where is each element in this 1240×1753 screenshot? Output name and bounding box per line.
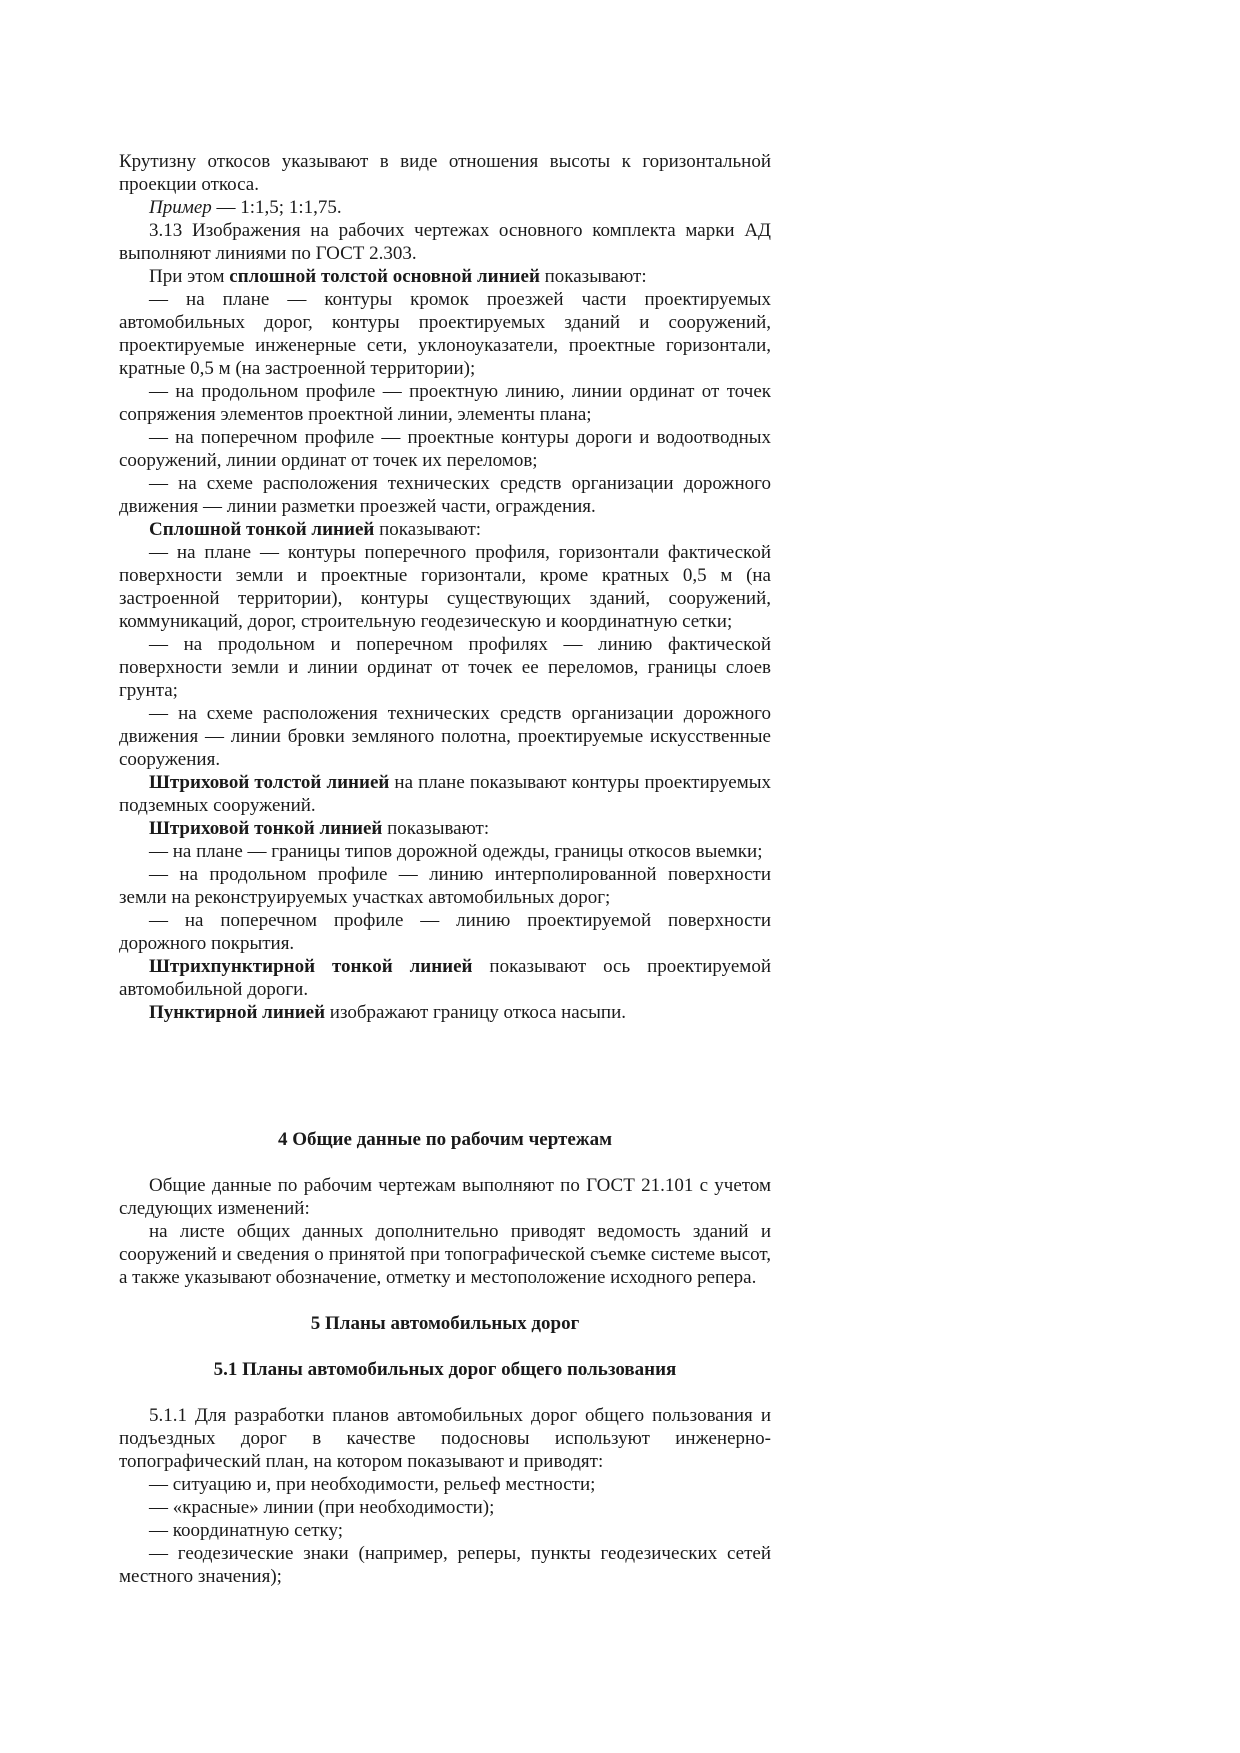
paragraph-3-13: 3.13 Изображения на рабочих чертежах основного комплекта марки АД выполняют линиями по ГОСТ 2.303. [119, 220, 771, 264]
term-bold: Пунктирной линией [149, 1002, 326, 1023]
list-item: — на продольном профиле — линию интерполированной поверхности земли на реконструируемых участках автомобильных дорог; [119, 864, 771, 908]
example-label: Пример [149, 197, 212, 218]
list-item: — координатную сетку; [149, 1520, 344, 1541]
term-bold: Сплошной тонкой линией [149, 519, 375, 540]
list-item: — на поперечном профиле — линию проектируемой поверхности дорожного покрытия. [119, 910, 771, 954]
list-item: — ситуацию и, при необходимости, рельеф местности; [149, 1474, 596, 1495]
paragraph: Штрихпунктирной тонкой линией показывают ось проектируемой автомобильной дороги. [119, 956, 771, 1000]
paragraph: на листе общих данных дополнительно приводят ведомость зданий и сооружений и сведения о принятой при топографической съемке системе высот, а также указывают обозначение, отметку и местоположение исходного репера. [119, 1221, 771, 1288]
list-item: — «красные» линии (при необходимости); [149, 1497, 495, 1518]
paragraph-5-1-1: 5.1.1 Для разработки планов автомобильных дорог общего пользования и подъездных дорог в качестве подосновы используют инженерно-топографический план, на котором показывают и приводят: [119, 1405, 771, 1472]
paragraph: Сплошной тонкой линией показывают: [149, 519, 482, 540]
list-item: — на схеме расположения технических средств организации дорожного движения — линии бровки земляного полотна, проектируемые искусственные сооружения. [119, 703, 771, 770]
paragraph: Общие данные по рабочим чертежам выполняют по ГОСТ 21.101 с учетом следующих изменений: [119, 1175, 771, 1219]
paragraph: Штриховой толстой линией на плане показывают контуры проектируемых подземных сооружений. [119, 772, 771, 816]
subsection-heading-5-1: 5.1 Планы автомобильных дорог общего пользования [213, 1359, 677, 1380]
section-heading-5: 5 Планы автомобильных дорог [310, 1313, 580, 1334]
list-item: — на плане — границы типов дорожной одежды, границы откосов выемки; [149, 841, 763, 862]
list-item: — на плане — контуры кромок проезжей части проектируемых автомобильных дорог, контуры проектируемых зданий и сооружений, проектируемые инженерные сети, уклоноуказатели, проектные горизонтали, кратные 0,5 м (на застроенной территории); [119, 289, 771, 379]
paragraph: Штриховой тонкой линией показывают: [149, 818, 490, 839]
list-item: — на продольном и поперечном профилях — линию фактической поверхности земли и линии ординат от точек ее переломов, границы слоев грунта; [119, 634, 771, 701]
list-item: — геодезические знаки (например, реперы, пункты геодезических сетей местного значения); [119, 1543, 771, 1587]
example-value: — 1:1,5; 1:1,75. [211, 197, 342, 218]
term-bold: сплошной толстой основной линией [229, 266, 540, 287]
list-item: — на поперечном профиле — проектные контуры дороги и водоотводных сооружений, линии ординат от точек их переломов; [119, 427, 771, 471]
term-bold: Штриховой тонкой линией [149, 818, 383, 839]
term-bold: Штрихпунктирной тонкой линией [149, 956, 473, 977]
list-item: — на продольном профиле — проектную линию, линии ординат от точек сопряжения элементов проектной линии, элементы плана; [119, 381, 771, 425]
paragraph-example [119, 196, 771, 219]
document-page [119, 150, 771, 1588]
list-item: — на плане — контуры поперечного профиля, горизонтали фактической поверхности земли и проектные горизонтали, кроме кратных 0,5 м (на застроенной территории), контуры существующих зданий, сооружений, коммуникаций, дорог, строительную геодезическую и координатную сетки; [119, 542, 771, 632]
section-heading-4: 4 Общие данные по рабочим чертежам [277, 1129, 613, 1150]
paragraph: Пунктирной линией изображают границу откоса насыпи. [149, 1002, 627, 1023]
list-item: — на схеме расположения технических средств организации дорожного движения — линии разметки проезжей части, ограждения. [119, 473, 771, 517]
term-bold: Штриховой толстой линией [149, 772, 390, 793]
paragraph: Крутизну откосов указывают в виде отношения высоты к горизонтальной проекции откоса. [119, 151, 771, 195]
paragraph: При этом сплошной толстой основной линией показывают: [149, 266, 647, 287]
